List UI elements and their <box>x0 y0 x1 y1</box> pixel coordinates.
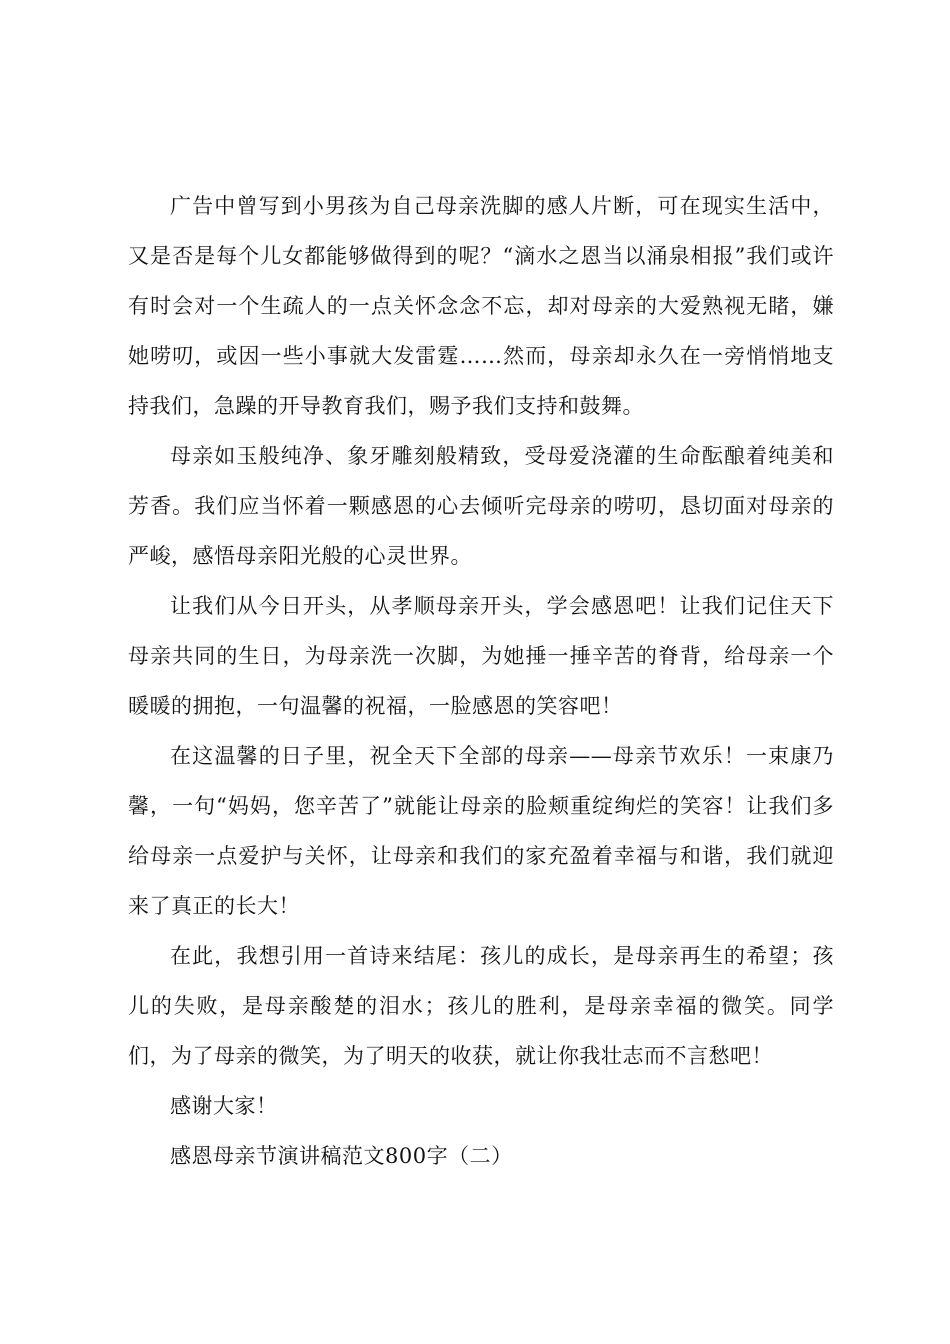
paragraph-3: 让我们从今日开头，从孝顺母亲开头，学会感恩吧！让我们记住天下母亲共同的生日，为母亲洗一次脚，为她捶一捶辛苦的脊背，给母亲一个暖暖的拥抱，一句温馨的祝福，一脸感恩的笑容吧！ <box>128 594 834 718</box>
closing-thanks: 感谢大家！ <box>170 1094 278 1118</box>
paragraph-2: 母亲如玉般纯净、象牙雕刻般精致，受母爱浇灌的生命酝酿着纯美和芳香。我们应当怀着一颗感恩的心去倾听完母亲的唠叨，恳切面对母亲的严峻，感悟母亲阳光般的心灵世界。 <box>128 444 834 568</box>
paragraph-1: 广告中曾写到小男孩为自己母亲洗脚的感人片断，可在现实生活中，又是否是每个儿女都能够做得到的呢？“滴水之恩当以涌泉相报”我们或许有时会对一个生疏人的一点关怀念念不忘，却对母亲的大爱熟视无睹，嫌她唠叨，或因一些小事就大发雷霆……然而，母亲却永久在一旁悄悄地支持我们，急躁的开导教育我们，赐予我们支持和鼓舞。 <box>128 194 834 418</box>
paragraph-5: 在此，我想引用一首诗来结尾：孩儿的成长，是母亲再生的希望；孩儿的失败，是母亲酸楚的泪水；孩儿的胜利，是母亲幸福的微笑。同学们，为了母亲的微笑，为了明天的收获，就让你我壮志而不言愁吧！ <box>128 944 834 1068</box>
document-body <box>128 181 834 1181</box>
next-section-title: 感恩母亲节演讲稿范文800字（二） <box>170 1144 513 1168</box>
paragraph-4: 在这温馨的日子里，祝全天下全部的母亲——母亲节欢乐！一束康乃馨，一句“妈妈，您辛苦了”就能让母亲的脸颊重绽绚烂的笑容！让我们多给母亲一点爱护与关怀，让母亲和我们的家充盈着幸福与和谐，我们就迎来了真正的长大！ <box>128 744 834 918</box>
